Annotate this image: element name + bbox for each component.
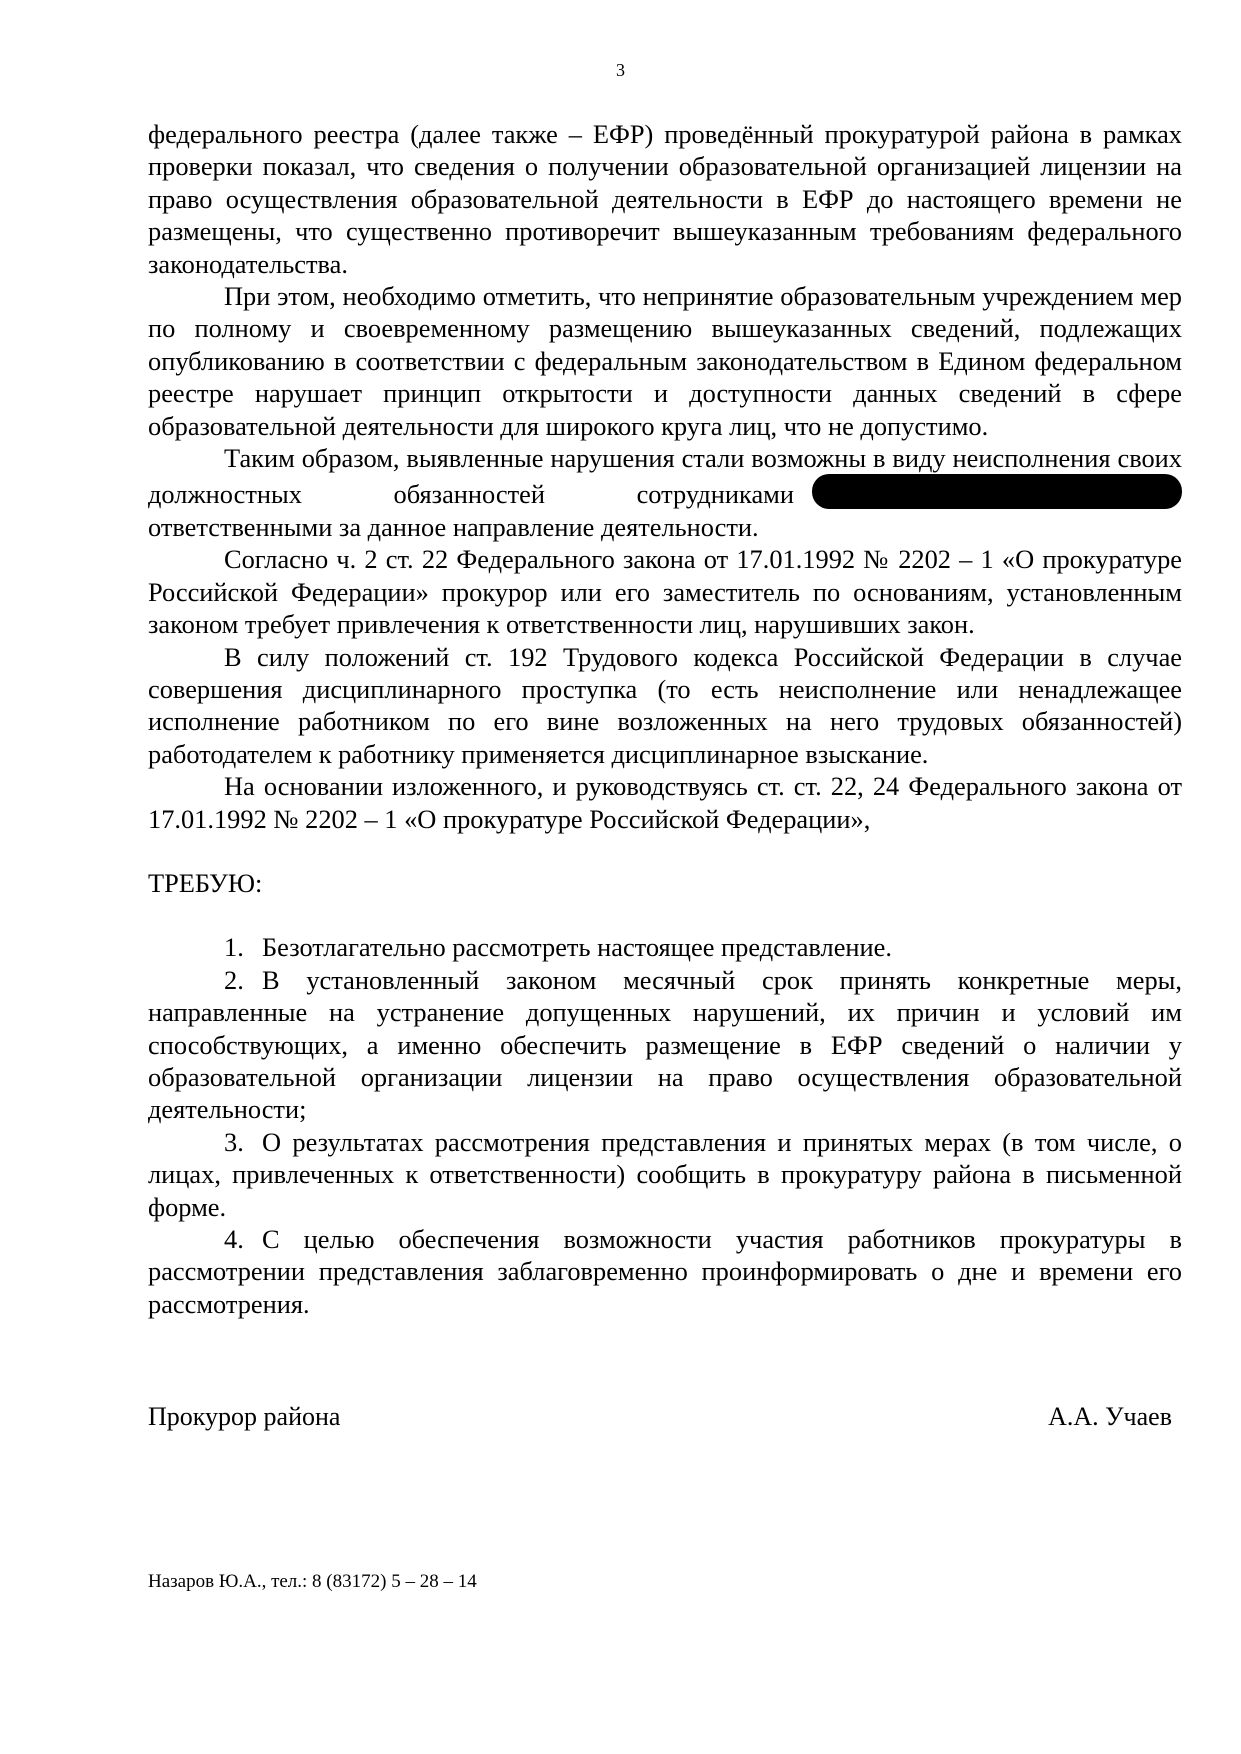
demand-number: 1. <box>224 932 244 963</box>
demand-number: 4. <box>224 1224 244 1254</box>
paragraph-openness-violation: При этом, необходимо отметить, что непринятие образовательным учреждением мер по полному и своевременному размещению вышеуказанных сведений, подлежащих опубликованию в соответствии с федеральным законодательством в Едином федеральном реестре нарушает принцип открытости и доступности данных сведений в сфере образовательной деятельности для широкого круга лиц, что не допустимо. <box>148 281 1182 441</box>
demand-number: 3. <box>224 1126 244 1157</box>
redaction-block <box>812 474 1182 509</box>
responsibility-text: Таким образом, выявленные нарушения стали возможны в виду неисполнения своих должностных обязанностей сотрудниками <box>148 443 1182 510</box>
paragraph-prosecutor-law: Согласно ч. 2 ст. 22 Федерального закона от 17.01.1992 № 2202 – 1 «О прокуратуре Российской Федерации» прокурор или его заместитель по основаниям, установленным законом требует привлечения к ответственности лиц, нарушивших закон. <box>148 544 1182 640</box>
demand-item <box>148 1126 1182 1223</box>
executor-contact: Назаров Ю.А., тел.: 8 (83172) 5 – 28 – 14 <box>148 1571 477 1592</box>
signer-position: Прокурор района <box>148 1402 341 1431</box>
document-body <box>148 118 1182 1320</box>
demand-text: Безотлагательно рассмотреть настоящее представление. <box>262 932 892 963</box>
demand-item <box>148 931 1182 963</box>
demands-heading: ТРЕБУЮ: <box>148 867 263 898</box>
paragraph-efr-check: федерального реестра (далее также – ЕФР) проведённый прокуратурой района в рамках проверки показал, что сведения о получении образовательной организацией лицензии на право осуществления образовательной деятельности в ЕФР до настоящего времени не размещены, что существенно противоречит вышеуказанным требованиям федерального законодательства. <box>148 119 1182 279</box>
demand-item <box>148 1223 1182 1320</box>
signature-block <box>148 1402 1172 1432</box>
demand-item <box>148 964 1182 1126</box>
demand-number: 2. <box>224 964 244 995</box>
demand-text: О результатах рассмотрения представления и принятых мерах (в том числе, о лицах, привлеченных к ответственности) сообщить в прокуратуру района в письменной форме. <box>148 1126 1182 1222</box>
paragraph-basis: На основании изложенного, и руководствуясь ст. ст. 22, 24 Федерального закона от 17.01.1992 № 2202 – 1 «О прокуратуре Российской Федерации», <box>148 771 1182 834</box>
paragraph-responsibility <box>148 442 1182 511</box>
demand-text: С целью обеспечения возможности участия работников прокуратуры в рассмотрении представления заблаговременно проинформировать о дне и времени его рассмотрения. <box>148 1224 1182 1319</box>
page-number: 3 <box>616 60 625 80</box>
paragraph-responsibility-end: ответственными за данное направление деятельности. <box>148 511 759 542</box>
paragraph-labor-code: В силу положений ст. 192 Трудового кодекса Российской Федерации в случае совершения дисциплинарного проступка (то есть неисполнение или ненадлежащее исполнение работником по его вине возложенных на него трудовых обязанностей) работодателем к работнику применяется дисциплинарное взыскание. <box>148 641 1182 769</box>
signer-name: А.А. Учаев <box>1048 1402 1172 1431</box>
demand-text: В установленный законом месячный срок принять конкретные меры, направленные на устранение допущенных нарушений, их причин и условий им способствующих, а именно обеспечить размещение в ЕФР сведений о наличии у образовательной организации лицензии на право осуществления образовательной деятельности; <box>148 964 1182 1125</box>
